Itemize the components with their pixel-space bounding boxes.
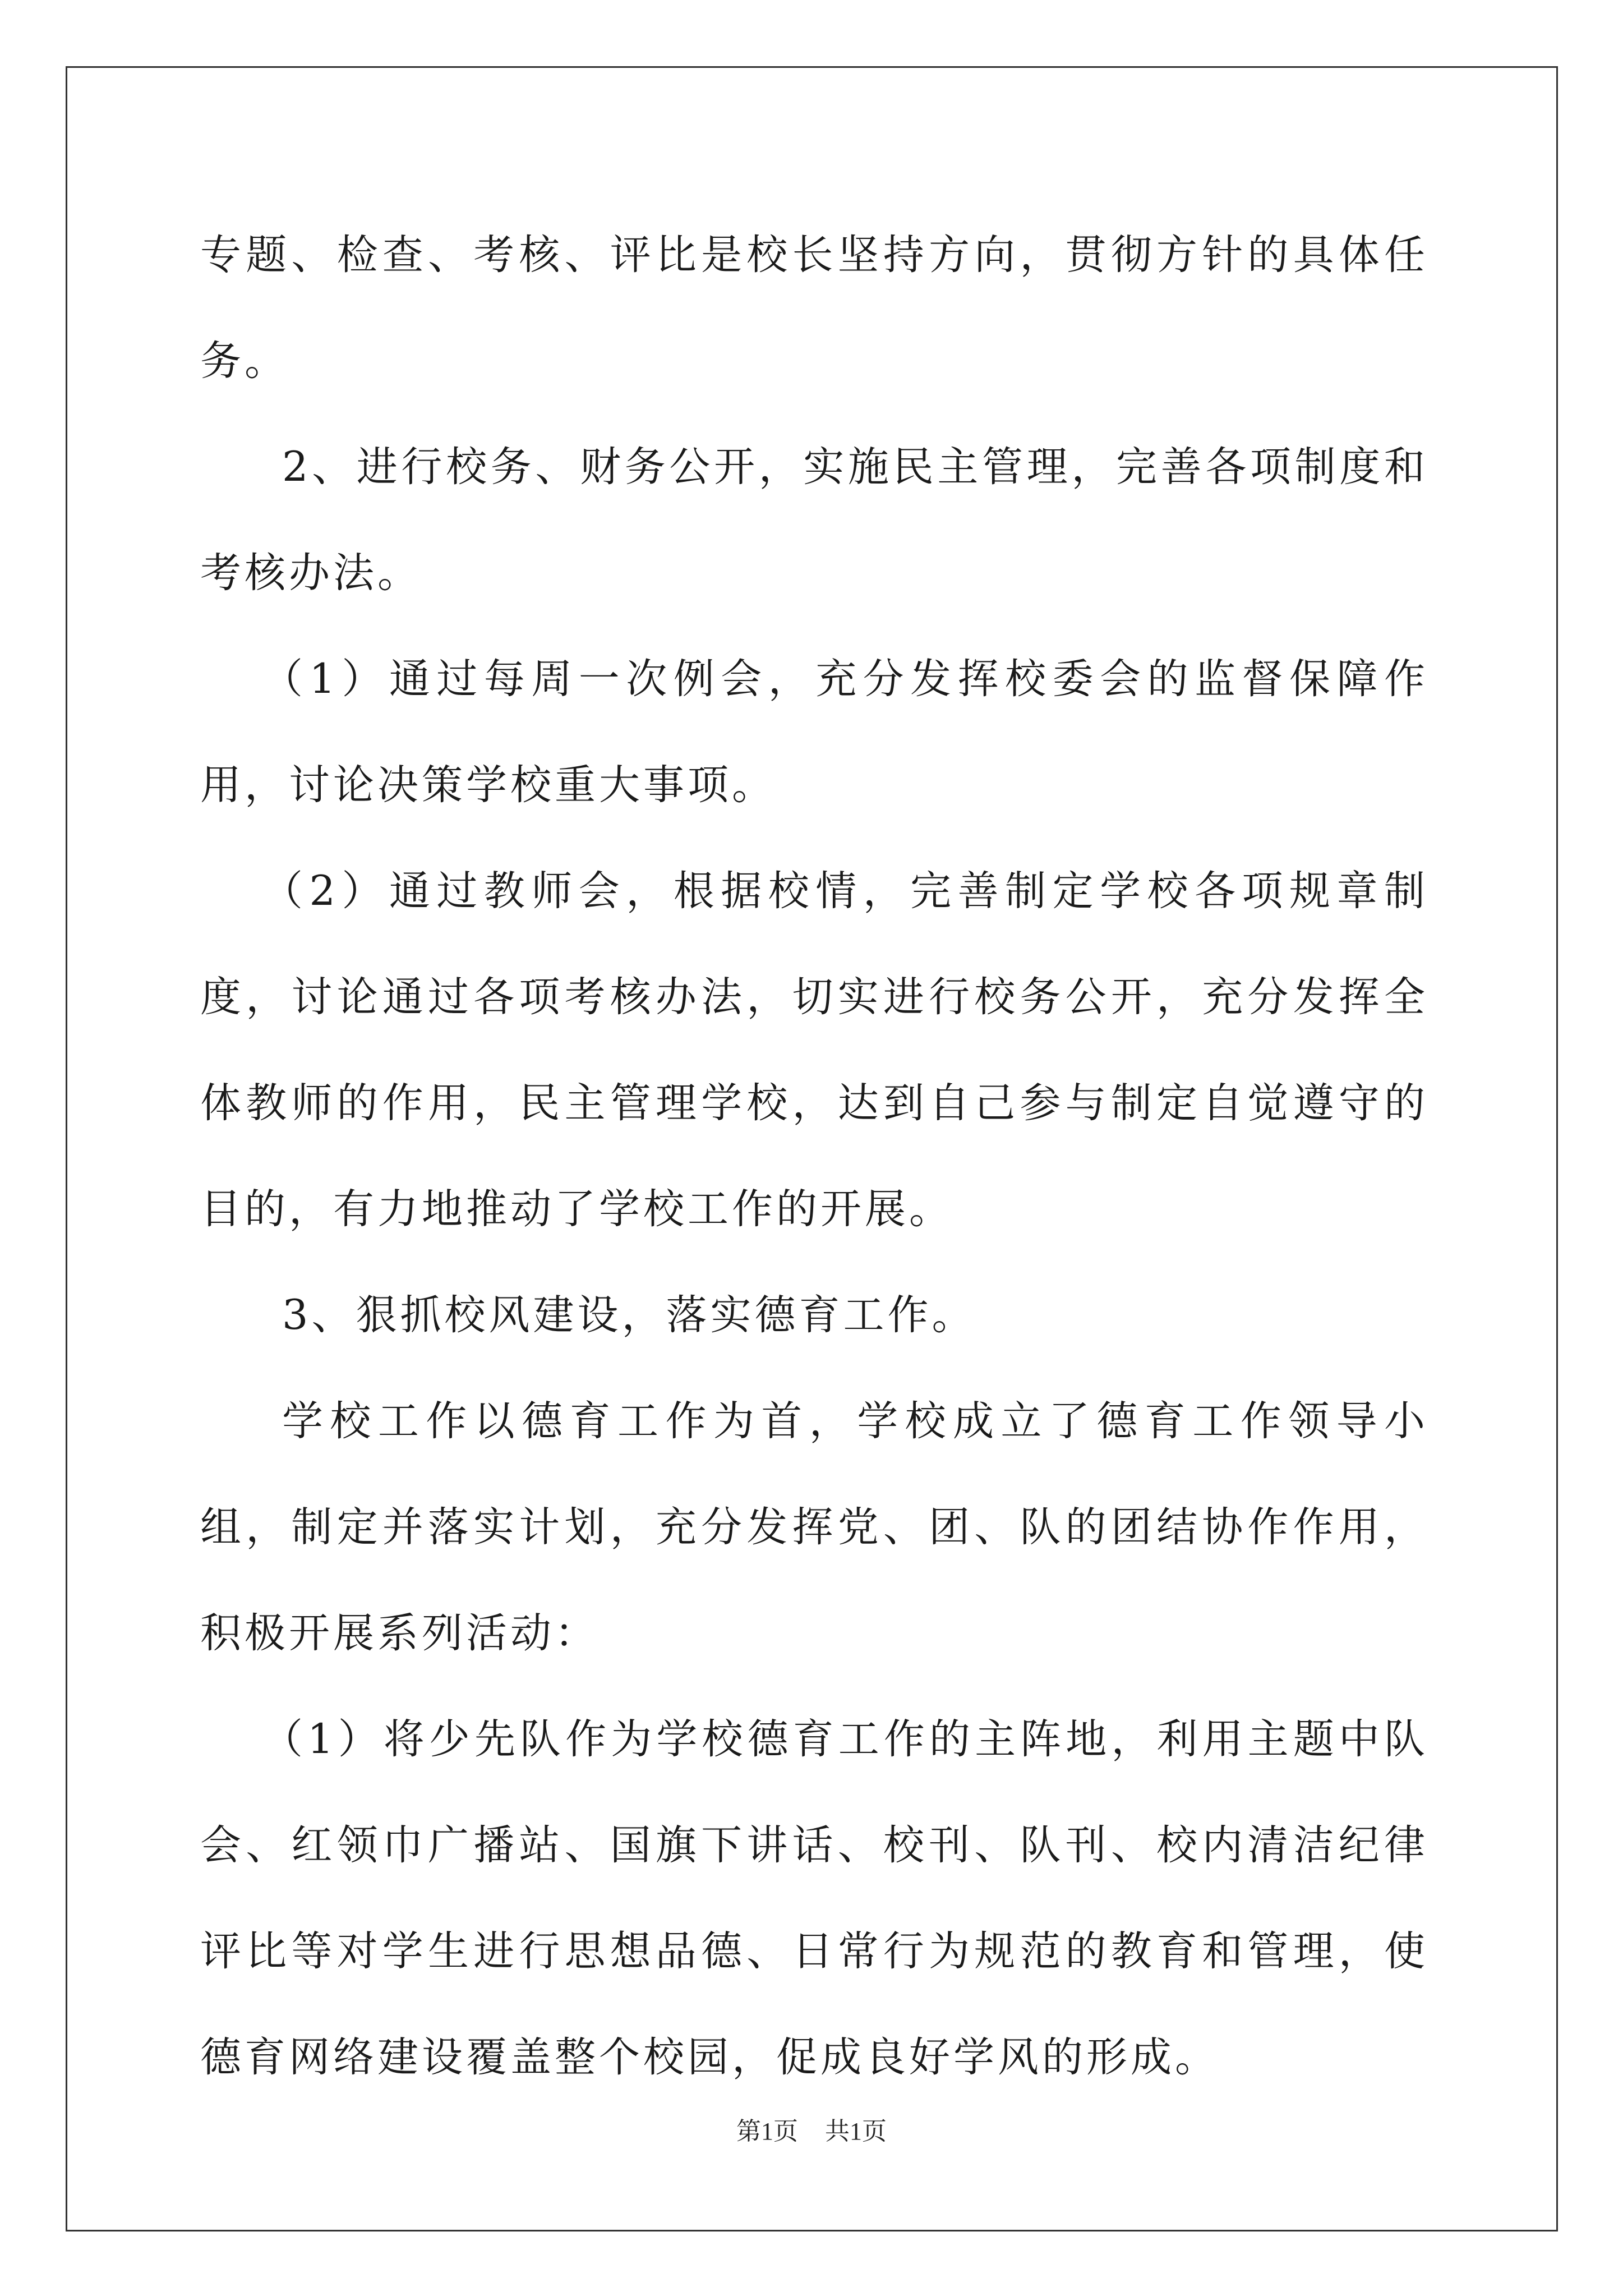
- page-total: 共1页: [825, 2118, 887, 2145]
- page-footer: [0, 2111, 1623, 2147]
- paragraph-6: 学校工作以德育工作为首，学校成立了德育工作领导小组，制定并落实计划，充分发挥党、团、队的团结协作作用，积极开展系列活动：: [200, 1397, 1428, 1657]
- paragraph-4: （2）通过教师会，根据校情，完善制定学校各项规章制度，讨论通过各项考核办法，切实进行校务公开，充分发挥全体教师的作用，民主管理学校，达到自己参与制定自觉遵守的目的，有力地推动了学校工作的开展。: [200, 867, 1428, 1233]
- document-body: [200, 202, 1428, 2110]
- paragraph-5: 3、狠抓校风建设，落实德育工作。: [282, 1291, 976, 1339]
- paragraph-3: （1）通过每周一次例会，充分发挥校委会的监督保障作用，讨论决策学校重大事项。: [200, 655, 1428, 809]
- paragraph-7: （1）将少先队作为学校德育工作的主阵地，利用主题中队会、红领巾广播站、国旗下讲话、校刊、队刊、校内清洁纪律评比等对学生进行思想品德、日常行为规范的教育和管理，使德育网络建设覆盖整个校园，促成良好学风的形成。: [200, 1715, 1428, 2081]
- paragraph-1: 专题、检查、考核、评比是校长坚持方向，贯彻方针的具体任务。: [200, 231, 1428, 385]
- page-number: 第1页: [736, 2118, 798, 2145]
- paragraph-2: 2、进行校务、财务公开，实施民主管理，完善各项制度和考核办法。: [200, 443, 1428, 597]
